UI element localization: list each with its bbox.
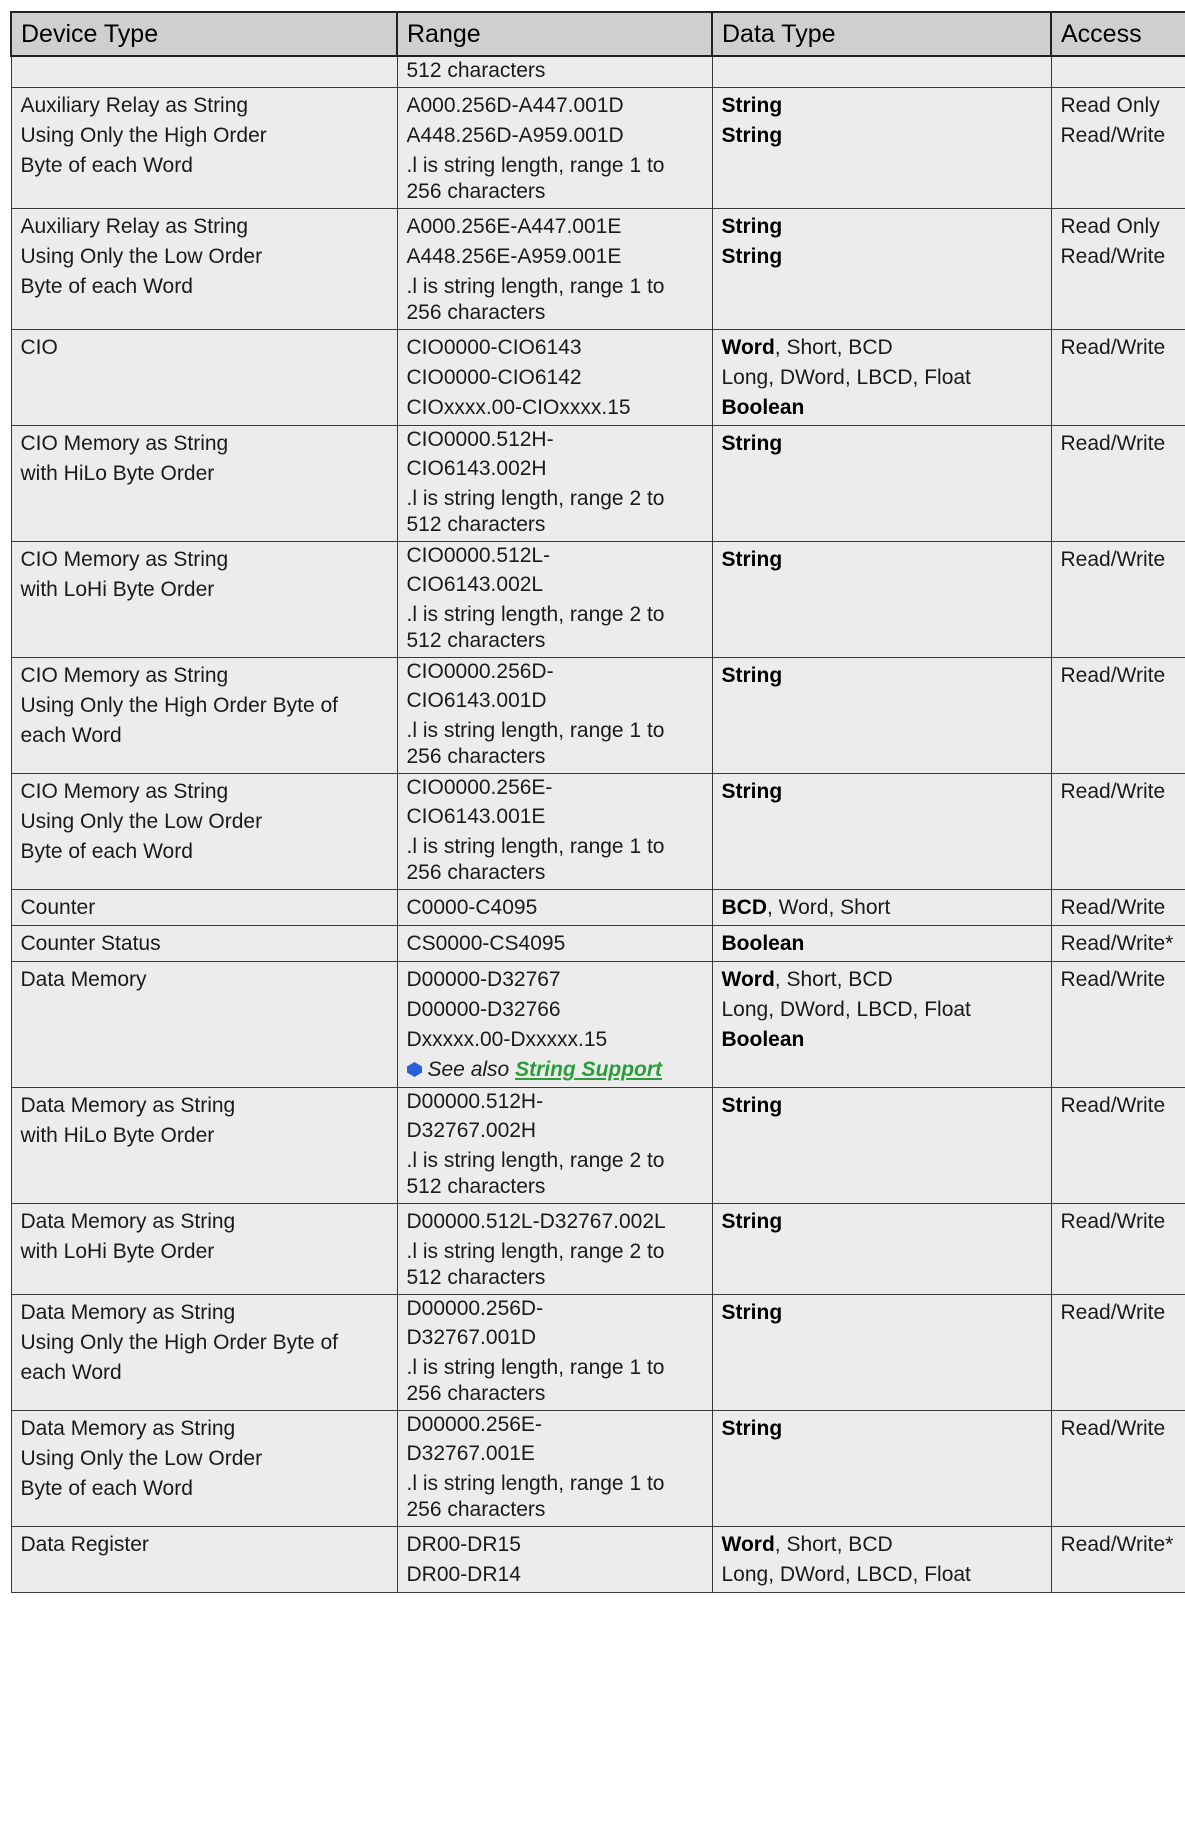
range-cell bbox=[397, 1088, 712, 1204]
data-type-cell bbox=[712, 56, 1051, 88]
range-cell bbox=[397, 926, 712, 962]
device-type-text: Data Memory as String bbox=[20, 1210, 236, 1233]
data-type-cell bbox=[712, 1204, 1051, 1295]
device-type-text: Data Memory as String bbox=[20, 1094, 236, 1117]
range-text: CIOxxxx.00-CIOxxxx.15 bbox=[406, 396, 631, 419]
range-text: A448.256D-A959.001D bbox=[406, 124, 624, 147]
access-cell bbox=[1051, 426, 1185, 542]
range-text: 512 characters bbox=[406, 629, 546, 652]
access-text: Read/Write bbox=[1060, 896, 1166, 919]
device-type-text: Auxiliary Relay as String bbox=[20, 94, 249, 117]
access-text: Read/Write bbox=[1060, 780, 1166, 803]
data-type-cell bbox=[712, 926, 1051, 962]
default-data-type: String bbox=[721, 1210, 783, 1233]
access-cell bbox=[1051, 774, 1185, 890]
device-type-cell bbox=[11, 330, 397, 426]
device-type-text: Byte of each Word bbox=[20, 840, 193, 863]
other-data-types: Long, DWord, LBCD, Float bbox=[721, 1563, 971, 1586]
data-type-line bbox=[722, 545, 1043, 575]
device-type-cell bbox=[11, 209, 397, 330]
range-text: 512 characters bbox=[406, 1175, 546, 1198]
data-type-line bbox=[722, 777, 1043, 807]
access-cell bbox=[1051, 542, 1185, 658]
access-text: Read/Write* bbox=[1060, 1533, 1174, 1556]
access-text: Read/Write bbox=[1060, 1417, 1166, 1440]
device-type-text: Byte of each Word bbox=[20, 154, 193, 177]
access-text: Read/Write bbox=[1060, 548, 1166, 571]
range-text: CIO6143.002L bbox=[406, 573, 544, 596]
data-type-cell bbox=[712, 542, 1051, 658]
data-type-line bbox=[722, 121, 1043, 151]
table-row bbox=[11, 926, 1185, 962]
default-data-type: String bbox=[721, 1417, 783, 1440]
data-type-line bbox=[722, 1414, 1043, 1444]
data-type-line bbox=[722, 995, 1043, 1025]
range-text: .l is string length, range 1 to bbox=[406, 719, 665, 742]
data-type-line bbox=[722, 363, 1043, 393]
range-text: CIO0000.256E- bbox=[406, 776, 553, 799]
range-text: CIO0000-CIO6143 bbox=[406, 336, 582, 359]
default-data-type: Boolean bbox=[721, 396, 805, 419]
range-text: D32767.001E bbox=[406, 1442, 535, 1465]
range-text: CIO6143.001D bbox=[406, 689, 547, 712]
data-type-cell bbox=[712, 88, 1051, 209]
range-cell bbox=[397, 1411, 712, 1527]
default-data-type: Word bbox=[721, 336, 775, 359]
range-text: D32767.002H bbox=[406, 1119, 537, 1142]
access-text: Read Only bbox=[1060, 215, 1160, 238]
range-text: D32767.001D bbox=[406, 1326, 537, 1349]
data-type-cell bbox=[712, 774, 1051, 890]
range-text: .l is string length, range 2 to bbox=[406, 1240, 665, 1263]
data-type-cell bbox=[712, 1295, 1051, 1411]
access-cell bbox=[1051, 209, 1185, 330]
range-text: D00000.512H- bbox=[406, 1090, 544, 1113]
device-type-text: CIO Memory as String bbox=[20, 780, 229, 803]
device-type-cell bbox=[11, 1088, 397, 1204]
device-type-cell bbox=[11, 774, 397, 890]
range-cell bbox=[397, 658, 712, 774]
data-type-line bbox=[722, 393, 1043, 423]
access-cell bbox=[1051, 56, 1185, 88]
access-cell bbox=[1051, 926, 1185, 962]
default-data-type: Word bbox=[721, 1533, 775, 1556]
table-row bbox=[11, 542, 1185, 658]
range-text: DR00-DR15 bbox=[406, 1533, 521, 1556]
header-data-type: Data Type bbox=[712, 12, 1051, 56]
device-type-text: with HiLo Byte Order bbox=[20, 1124, 215, 1147]
access-text: Read Only bbox=[1060, 94, 1160, 117]
table-row bbox=[11, 1411, 1185, 1527]
data-type-line bbox=[722, 212, 1043, 242]
data-type-cell bbox=[712, 962, 1051, 1088]
device-type-text: CIO bbox=[20, 336, 58, 359]
data-type-line bbox=[722, 1025, 1043, 1055]
data-type-line bbox=[722, 333, 1043, 363]
other-data-types: , Short, BCD bbox=[774, 1533, 893, 1556]
header-access: Access bbox=[1051, 12, 1185, 56]
default-data-type: String bbox=[721, 215, 783, 238]
device-type-cell bbox=[11, 56, 397, 88]
range-text: A000.256D-A447.001D bbox=[406, 94, 624, 117]
table-row bbox=[11, 1204, 1185, 1295]
device-type-text: CIO Memory as String bbox=[20, 432, 229, 455]
access-cell bbox=[1051, 1088, 1185, 1204]
device-type-cell bbox=[11, 962, 397, 1088]
device-type-text: Data Memory bbox=[20, 968, 147, 991]
access-cell bbox=[1051, 1527, 1185, 1593]
see-also-note bbox=[407, 1055, 704, 1085]
access-cell bbox=[1051, 962, 1185, 1088]
table-row bbox=[11, 774, 1185, 890]
device-type-text: Using Only the Low Order bbox=[20, 245, 263, 268]
range-text: CIO6143.002H bbox=[406, 457, 547, 480]
table-header-row bbox=[11, 12, 1185, 56]
range-text: .l is string length, range 1 to bbox=[406, 154, 665, 177]
default-data-type: Boolean bbox=[721, 1028, 805, 1051]
range-cell bbox=[397, 1204, 712, 1295]
info-bullet-icon bbox=[407, 1062, 422, 1077]
other-data-types: Long, DWord, LBCD, Float bbox=[721, 366, 971, 389]
access-text: Read/Write bbox=[1060, 336, 1166, 359]
range-text: 256 characters bbox=[406, 745, 546, 768]
range-text: CS0000-CS4095 bbox=[406, 932, 566, 955]
access-cell bbox=[1051, 890, 1185, 926]
table-row bbox=[11, 330, 1185, 426]
device-type-text: Using Only the Low Order bbox=[20, 1447, 263, 1470]
device-type-text: Auxiliary Relay as String bbox=[20, 215, 249, 238]
data-type-cell bbox=[712, 426, 1051, 542]
data-type-line bbox=[722, 965, 1043, 995]
range-text: 512 characters bbox=[406, 1266, 546, 1289]
data-type-line bbox=[722, 1530, 1043, 1560]
address-table bbox=[10, 11, 1185, 1593]
data-type-line bbox=[722, 893, 1043, 923]
range-text: .l is string length, range 1 to bbox=[406, 1356, 665, 1379]
access-cell bbox=[1051, 1295, 1185, 1411]
device-type-text: with LoHi Byte Order bbox=[20, 1240, 215, 1263]
range-cell bbox=[397, 88, 712, 209]
range-cell bbox=[397, 1527, 712, 1593]
default-data-type: String bbox=[721, 124, 783, 147]
device-type-cell bbox=[11, 88, 397, 209]
access-text: Read/Write bbox=[1060, 664, 1166, 687]
data-type-cell bbox=[712, 330, 1051, 426]
other-data-types: , Word, Short bbox=[767, 896, 891, 919]
data-type-line bbox=[722, 429, 1043, 459]
other-data-types: , Short, BCD bbox=[774, 336, 893, 359]
range-text: 256 characters bbox=[406, 861, 546, 884]
data-type-cell bbox=[712, 1088, 1051, 1204]
access-text: Read/Write bbox=[1060, 1301, 1166, 1324]
table-row bbox=[11, 1295, 1185, 1411]
access-text: Read/Write bbox=[1060, 124, 1166, 147]
range-text: A448.256E-A959.001E bbox=[406, 245, 622, 268]
device-type-cell bbox=[11, 1411, 397, 1527]
table-row bbox=[11, 890, 1185, 926]
range-cell bbox=[397, 426, 712, 542]
range-text: CIO6143.001E bbox=[406, 805, 546, 828]
data-type-cell bbox=[712, 209, 1051, 330]
device-type-cell bbox=[11, 926, 397, 962]
range-cell bbox=[397, 56, 712, 88]
range-text: .l is string length, range 1 to bbox=[406, 1472, 665, 1495]
other-data-types: Long, DWord, LBCD, Float bbox=[721, 998, 971, 1021]
device-type-text: Using Only the High Order Byte of bbox=[20, 694, 338, 717]
device-type-cell bbox=[11, 426, 397, 542]
table-row bbox=[11, 658, 1185, 774]
data-type-line bbox=[722, 91, 1043, 121]
access-cell bbox=[1051, 1411, 1185, 1527]
device-type-text: Byte of each Word bbox=[20, 1477, 193, 1500]
range-text: 512 characters bbox=[406, 513, 546, 536]
range-text: CIO0000.512L- bbox=[406, 544, 551, 567]
default-data-type: Word bbox=[721, 968, 775, 991]
range-text: D00000.512L-D32767.002L bbox=[406, 1210, 666, 1233]
default-data-type: String bbox=[721, 245, 783, 268]
range-text: D00000.256D- bbox=[406, 1297, 544, 1320]
access-cell bbox=[1051, 658, 1185, 774]
access-cell bbox=[1051, 1204, 1185, 1295]
default-data-type: Boolean bbox=[721, 932, 805, 955]
device-type-text: Data Register bbox=[20, 1533, 149, 1556]
range-text: 256 characters bbox=[406, 301, 546, 324]
data-type-line bbox=[722, 661, 1043, 691]
access-text: Read/Write bbox=[1060, 1094, 1166, 1117]
data-type-cell bbox=[712, 1411, 1051, 1527]
default-data-type: String bbox=[721, 94, 783, 117]
header-range: Range bbox=[397, 12, 712, 56]
device-type-text: Byte of each Word bbox=[20, 275, 193, 298]
access-text: Read/Write bbox=[1060, 1210, 1166, 1233]
range-cell bbox=[397, 330, 712, 426]
range-cell bbox=[397, 962, 712, 1088]
range-text: .l is string length, range 1 to bbox=[406, 835, 665, 858]
range-cell bbox=[397, 1295, 712, 1411]
range-cell bbox=[397, 542, 712, 658]
data-type-line bbox=[722, 242, 1043, 272]
device-type-text: Data Memory as String bbox=[20, 1417, 236, 1440]
access-cell bbox=[1051, 330, 1185, 426]
range-text: .l is string length, range 2 to bbox=[406, 487, 665, 510]
device-type-text: CIO Memory as String bbox=[20, 548, 229, 571]
default-data-type: String bbox=[721, 432, 783, 455]
table-row bbox=[11, 209, 1185, 330]
data-type-cell bbox=[712, 658, 1051, 774]
range-text: 256 characters bbox=[406, 1498, 546, 1521]
table-row bbox=[11, 962, 1185, 1088]
range-text: .l is string length, range 1 to bbox=[406, 275, 665, 298]
range-text: C0000-C4095 bbox=[406, 896, 538, 919]
table-row bbox=[11, 426, 1185, 542]
table-row bbox=[11, 88, 1185, 209]
range-text: Dxxxxx.00-Dxxxxx.15 bbox=[406, 1028, 608, 1051]
device-type-text: each Word bbox=[20, 1361, 122, 1384]
range-text: 256 characters bbox=[406, 180, 546, 203]
device-type-text: with LoHi Byte Order bbox=[20, 578, 215, 601]
device-type-text: Counter bbox=[20, 896, 96, 919]
data-type-cell bbox=[712, 890, 1051, 926]
access-cell bbox=[1051, 88, 1185, 209]
range-text: CIO0000.512H- bbox=[406, 428, 554, 451]
data-type-line bbox=[722, 1298, 1043, 1328]
device-type-text: Counter Status bbox=[20, 932, 161, 955]
access-text: Read/Write* bbox=[1060, 932, 1174, 955]
device-type-text: with HiLo Byte Order bbox=[20, 462, 215, 485]
device-type-cell bbox=[11, 1295, 397, 1411]
range-text: D00000.256E- bbox=[406, 1413, 542, 1436]
default-data-type: BCD bbox=[721, 896, 767, 919]
table-row bbox=[11, 1088, 1185, 1204]
device-type-text: Using Only the Low Order bbox=[20, 810, 263, 833]
range-text: CIO0000-CIO6142 bbox=[406, 366, 582, 389]
device-type-text: Using Only the High Order Byte of bbox=[20, 1331, 338, 1354]
range-text: CIO0000.256D- bbox=[406, 660, 554, 683]
device-type-cell bbox=[11, 890, 397, 926]
other-data-types: , Short, BCD bbox=[774, 968, 893, 991]
range-text: DR00-DR14 bbox=[406, 1563, 521, 1586]
access-text: Read/Write bbox=[1060, 245, 1166, 268]
data-type-line bbox=[722, 1207, 1043, 1237]
range-text: 512 characters bbox=[406, 59, 546, 82]
default-data-type: String bbox=[721, 1301, 783, 1324]
range-text: .l is string length, range 2 to bbox=[406, 1149, 665, 1172]
data-type-line bbox=[722, 1091, 1043, 1121]
default-data-type: String bbox=[721, 548, 783, 571]
data-type-line bbox=[722, 929, 1043, 959]
device-type-cell bbox=[11, 542, 397, 658]
range-text: 256 characters bbox=[406, 1382, 546, 1405]
see-also-prefix: See also bbox=[427, 1058, 516, 1081]
range-text: .l is string length, range 2 to bbox=[406, 603, 665, 626]
range-text: D00000-D32767 bbox=[406, 968, 561, 991]
device-type-cell bbox=[11, 1204, 397, 1295]
header-device-type: Device Type bbox=[11, 12, 397, 56]
range-text: A000.256E-A447.001E bbox=[406, 215, 622, 238]
device-type-text: CIO Memory as String bbox=[20, 664, 229, 687]
range-cell bbox=[397, 890, 712, 926]
access-text: Read/Write bbox=[1060, 968, 1166, 991]
device-type-cell bbox=[11, 658, 397, 774]
data-type-cell bbox=[712, 1527, 1051, 1593]
device-type-text: Data Memory as String bbox=[20, 1301, 236, 1324]
range-cell bbox=[397, 774, 712, 890]
table-row bbox=[11, 1527, 1185, 1593]
device-type-text: Using Only the High Order bbox=[20, 124, 267, 147]
device-type-cell bbox=[11, 1527, 397, 1593]
default-data-type: String bbox=[721, 664, 783, 687]
default-data-type: String bbox=[721, 1094, 783, 1117]
access-text: Read/Write bbox=[1060, 432, 1166, 455]
device-type-text: each Word bbox=[20, 724, 122, 747]
string-support-link[interactable]: String Support bbox=[515, 1058, 663, 1081]
table-row bbox=[11, 56, 1185, 88]
data-type-line bbox=[722, 1560, 1043, 1590]
range-cell bbox=[397, 209, 712, 330]
range-text: D00000-D32766 bbox=[406, 998, 561, 1021]
default-data-type: String bbox=[721, 780, 783, 803]
